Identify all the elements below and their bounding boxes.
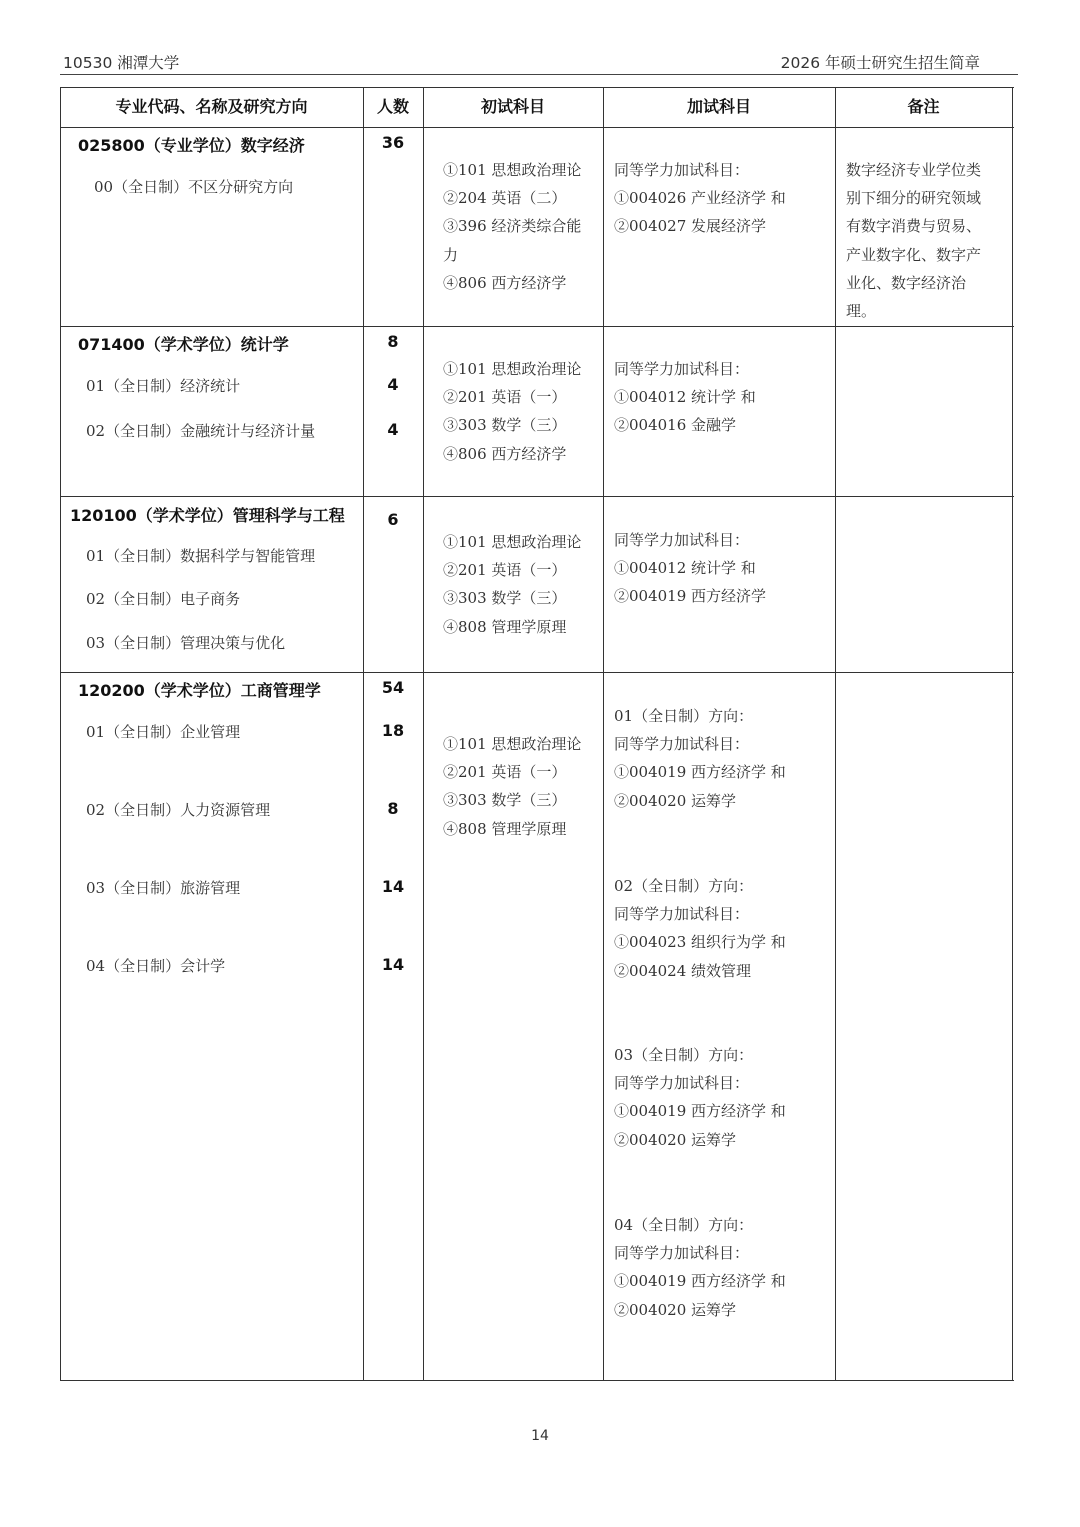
column-header-major: 专业代码、名称及研究方向: [115, 97, 308, 116]
major-count: 8: [387, 332, 399, 351]
additional-line: ①004023 组织行为学 和: [614, 933, 786, 952]
direction-label: 02（全日制）人力资源管理: [86, 801, 271, 819]
major-title: 025800（专业学位）数字经济: [78, 136, 305, 155]
exam-line: ②204 英语（二）: [443, 189, 567, 208]
additional-line: 同等学力加试科目：: [614, 531, 750, 549]
exam-line: ④806 西方经济学: [443, 273, 567, 292]
direction-label: 02（全日制）金融统计与经济计量: [86, 422, 316, 440]
additional-line: ②004027 发展经济学: [614, 217, 767, 236]
additional-line: ②004016 金融学: [614, 416, 737, 435]
major-title: 120200（学术学位）工商管理学: [78, 681, 321, 700]
remark-line: 有数字消费与贸易、: [846, 217, 982, 236]
additional-line: 同等学力加试科目：: [614, 1244, 750, 1263]
additional-subjects-group: [614, 1041, 786, 1154]
additional-subjects-group: [614, 1211, 786, 1324]
major-count: 54: [381, 678, 405, 697]
additional-subjects: [614, 526, 766, 611]
additional-line: 同等学力加试科目：: [614, 735, 750, 754]
table-row-divider: [60, 672, 1014, 673]
exam-subjects: [443, 528, 581, 641]
additional-line: 同等学力加试科目：: [614, 905, 750, 924]
direction-label: 02（全日制）电子商务: [86, 590, 241, 608]
remark-line: 别下细分的研究领域: [846, 189, 982, 208]
page-number: 14: [531, 1428, 549, 1444]
exam-line: ④806 西方经济学: [443, 444, 567, 463]
direction-label: 03（全日制）管理决策与优化: [86, 634, 286, 652]
direction-count: 4: [387, 375, 399, 394]
additional-subjects: [614, 156, 786, 241]
additional-line: ①004019 西方经济学 和: [614, 763, 786, 782]
exam-subjects: [443, 355, 581, 468]
additional-line: ①004012 统计学 和: [614, 559, 756, 578]
direction-count: 8: [387, 799, 399, 818]
table-row-divider: [60, 496, 1014, 497]
exam-line: ④808 管理学原理: [443, 819, 567, 838]
exam-subjects: [443, 730, 581, 843]
header-left: 10530 湘潭大学: [63, 54, 180, 72]
direction-label: 01（全日制）经济统计: [86, 377, 241, 395]
exam-line: ③396 经济类综合能: [443, 217, 582, 236]
column-header-additional: 加试科目: [686, 97, 751, 116]
major-count: 6: [387, 510, 399, 529]
remark-text: [846, 156, 998, 325]
header-right: 2026 年硕士研究生招生简章: [780, 54, 980, 72]
additional-subjects: [614, 355, 756, 440]
direction-count: 4: [387, 420, 399, 439]
exam-line: ③303 数学（三）: [443, 791, 567, 810]
additional-line: 01（全日制）方向：: [614, 707, 754, 725]
exam-line: ①101 思想政治理论: [443, 533, 582, 551]
exam-line: ④808 管理学原理: [443, 617, 567, 636]
direction-count: 14: [381, 955, 405, 974]
additional-line: 同等学力加试科目：: [614, 360, 750, 378]
additional-subjects-group: [614, 702, 786, 815]
additional-line: ②004020 运筹学: [614, 791, 737, 810]
table-divider-col4: [835, 87, 836, 1381]
column-header-count: 人数: [376, 97, 409, 116]
additional-line: ①004019 西方经济学 和: [614, 1272, 786, 1291]
remark-line: 理。: [846, 302, 877, 321]
additional-line: ②004020 运筹学: [614, 1130, 737, 1149]
table-row-divider: [60, 326, 1014, 327]
table-header-divider: [60, 127, 1014, 128]
direction-label: 03（全日制）旅游管理: [86, 879, 241, 897]
direction-count: 18: [381, 721, 405, 740]
remark-line: 产业数字化、数字产: [846, 245, 982, 264]
additional-line: ①004012 统计学 和: [614, 388, 756, 407]
column-header-exams: 初试科目: [480, 97, 545, 116]
table-border-right: [1012, 87, 1013, 1381]
exam-line: 力: [443, 245, 459, 264]
table-divider-col3: [603, 87, 604, 1381]
table-border-left: [60, 87, 61, 1381]
additional-line: ②004024 绩效管理: [614, 961, 752, 980]
exam-line: ②201 英语（一）: [443, 763, 567, 782]
major-count: 36: [381, 133, 405, 152]
direction-count: 14: [381, 877, 405, 896]
exam-line: ③303 数学（三）: [443, 416, 567, 435]
direction-label: 00（全日制）不区分研究方向: [94, 178, 294, 196]
additional-line: ②004019 西方经济学: [614, 587, 767, 606]
additional-subjects-group: [614, 872, 786, 985]
remark-line: 数字经济专业学位类: [846, 161, 982, 179]
exam-line: ①101 思想政治理论: [443, 735, 582, 753]
additional-line: 02（全日制）方向：: [614, 877, 754, 895]
exam-line: ②201 英语（一）: [443, 561, 567, 580]
additional-line: 04（全日制）方向：: [614, 1216, 754, 1234]
additional-line: 同等学力加试科目：: [614, 1074, 750, 1093]
exam-line: ①101 思想政治理论: [443, 161, 582, 179]
additional-line: 同等学力加试科目：: [614, 161, 750, 179]
column-header-remark: 备注: [907, 97, 940, 116]
header-divider: [60, 74, 1018, 75]
direction-label: 01（全日制）企业管理: [86, 723, 241, 741]
direction-label: 01（全日制）数据科学与智能管理: [86, 547, 316, 565]
direction-label: 04（全日制）会计学: [86, 957, 226, 975]
additional-line: ①004019 西方经济学 和: [614, 1102, 786, 1121]
table-border-bottom: [60, 1380, 1014, 1381]
exam-line: ①101 思想政治理论: [443, 360, 582, 378]
table-divider-col2: [423, 87, 424, 1381]
additional-line: 03（全日制）方向：: [614, 1046, 754, 1064]
exam-subjects: [443, 156, 581, 297]
remark-line: 业化、数字经济治: [846, 273, 967, 292]
additional-line: ②004020 运筹学: [614, 1300, 737, 1319]
major-title: 120100（学术学位）管理科学与工程: [70, 506, 345, 525]
admissions-table: [60, 87, 1014, 1381]
major-title: 071400（学术学位）统计学: [78, 335, 289, 354]
additional-line: ①004026 产业经济学 和: [614, 189, 786, 208]
exam-line: ②201 英语（一）: [443, 388, 567, 407]
exam-line: ③303 数学（三）: [443, 589, 567, 608]
